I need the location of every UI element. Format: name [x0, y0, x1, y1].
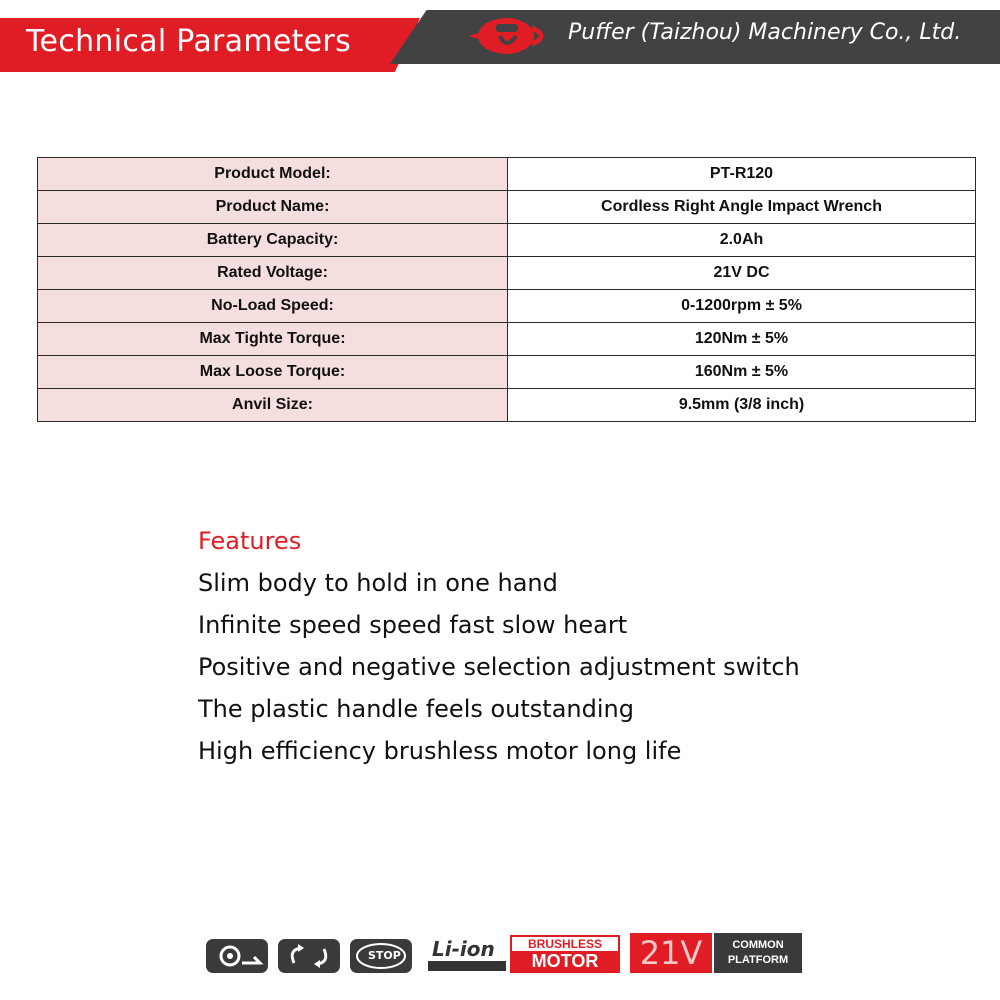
parameter-value: 2.0Ah	[508, 224, 976, 257]
header-banner	[0, 0, 1000, 78]
feature-item: Infinite speed speed fast slow heart	[198, 611, 628, 639]
parameter-row	[38, 389, 976, 422]
brushless-motor-badge	[510, 935, 620, 973]
parameter-value: 160Nm ± 5%	[508, 356, 976, 389]
voltage-label: 21V	[639, 934, 703, 972]
brushless-label: BRUSHLESS	[527, 937, 602, 951]
features-heading: Features	[198, 527, 302, 555]
parameter-value: PT-R120	[508, 158, 976, 191]
parameter-row	[38, 158, 976, 191]
common-platform-badge	[714, 933, 802, 973]
parameter-label: No-Load Speed:	[38, 290, 508, 323]
parameter-label: Anvil Size:	[38, 389, 508, 422]
parameter-value: 120Nm ± 5%	[508, 323, 976, 356]
li-ion-battery-icon	[426, 937, 510, 973]
parameter-label: Product Name:	[38, 191, 508, 224]
stop-icon	[350, 939, 412, 973]
feature-item: The plastic handle feels outstanding	[198, 695, 634, 723]
parameter-row	[38, 191, 976, 224]
motor-label: MOTOR	[512, 951, 618, 971]
parameter-value: Cordless Right Angle Impact Wrench	[508, 191, 976, 224]
features-section	[198, 526, 800, 778]
battery-cells	[428, 961, 506, 971]
parameter-value: 21V DC	[508, 257, 976, 290]
features-list	[198, 568, 800, 778]
parameter-row	[38, 257, 976, 290]
parameter-row	[38, 224, 976, 257]
parameter-row	[38, 323, 976, 356]
platform-bottom-label: PLATFORM	[727, 954, 789, 966]
li-ion-label: Li-ion	[432, 937, 495, 961]
parameter-row	[38, 290, 976, 323]
parameter-value: 0-1200rpm ± 5%	[508, 290, 976, 323]
feature-item: Slim body to hold in one hand	[198, 569, 558, 597]
parameter-row	[38, 356, 976, 389]
feature-item: High efficiency brushless motor long life	[198, 737, 682, 765]
feature-item: Positive and negative selection adjustment switch	[198, 653, 800, 681]
page-title: Technical Parameters	[26, 24, 351, 59]
parameter-label: Rated Voltage:	[38, 257, 508, 290]
forward-reverse-icon	[278, 939, 340, 973]
parameter-value: 9.5mm (3/8 inch)	[508, 389, 976, 422]
parameter-label: Battery Capacity:	[38, 224, 508, 257]
parameter-label: Max Loose Torque:	[38, 356, 508, 389]
parameter-label: Product Model:	[38, 158, 508, 191]
technical-parameters-table	[37, 157, 976, 422]
puffer-logo-icon	[460, 14, 556, 58]
platform-top-label: COMMON	[732, 939, 784, 951]
company-name: Puffer (Taizhou) Machinery Co., Ltd.	[568, 20, 962, 45]
variable-speed-icon	[206, 939, 268, 973]
voltage-badge	[630, 933, 712, 973]
parameter-label: Max Tighte Torque:	[38, 323, 508, 356]
stop-label: STOP	[368, 949, 401, 962]
